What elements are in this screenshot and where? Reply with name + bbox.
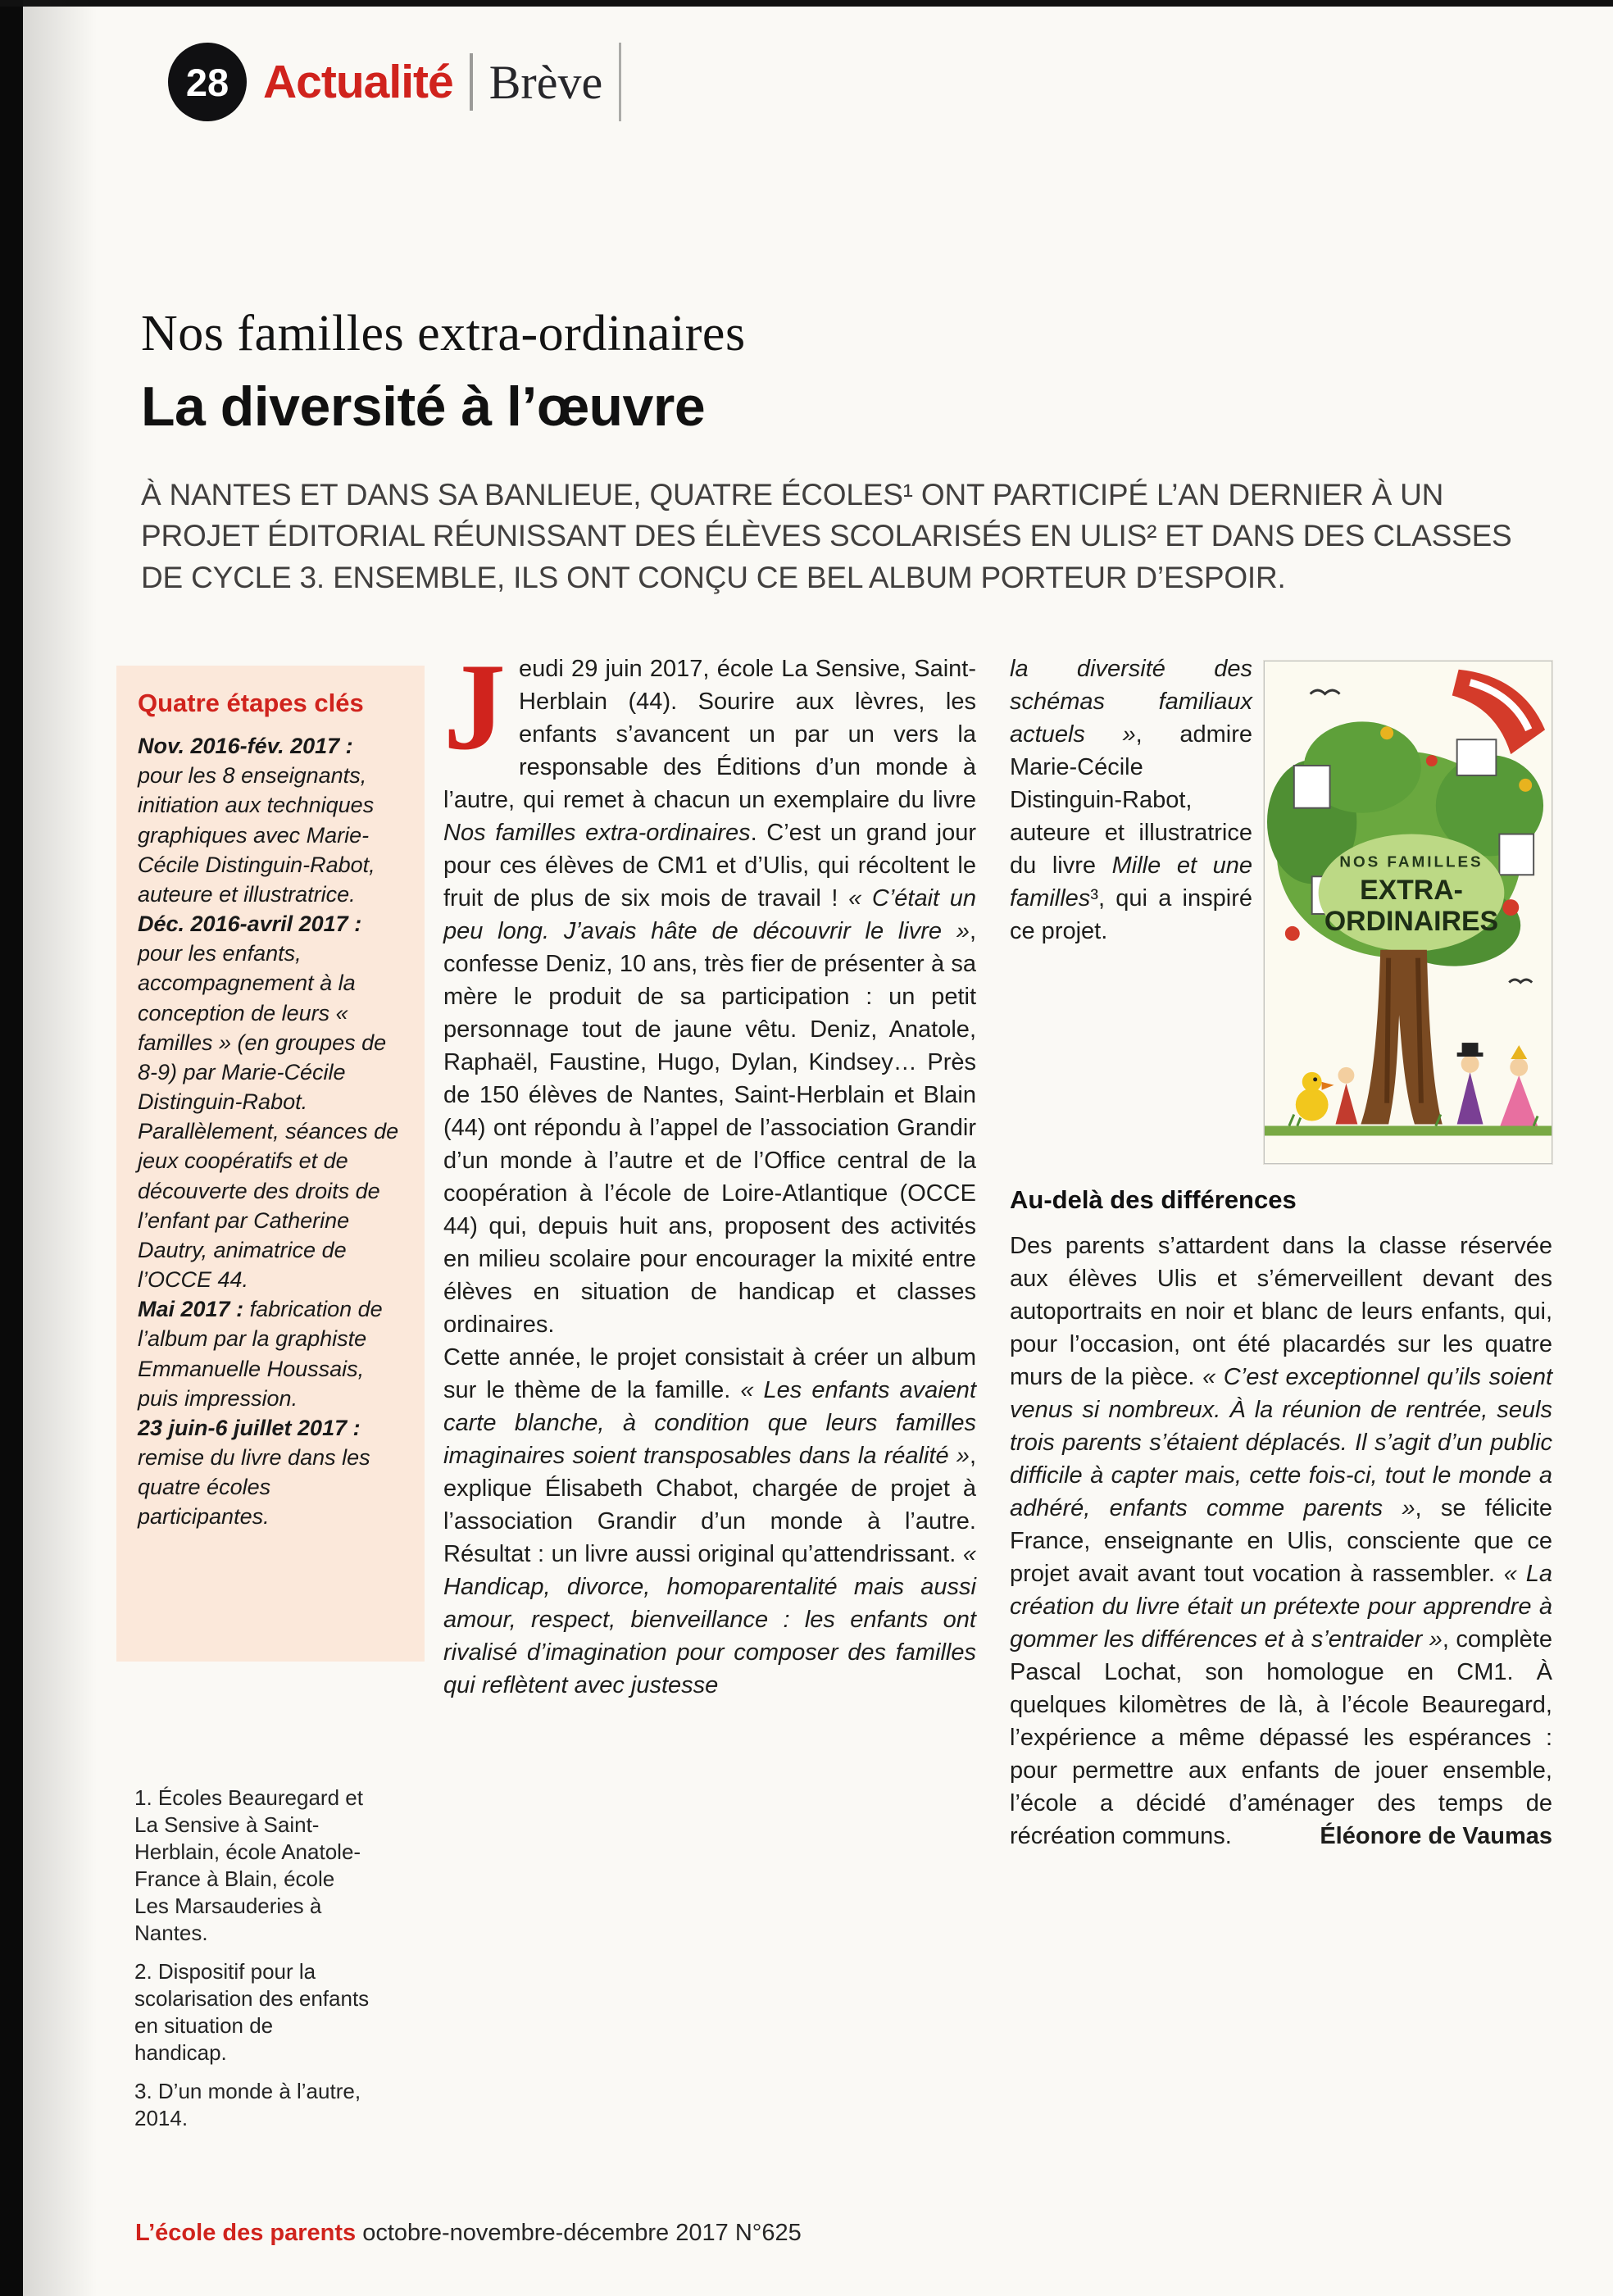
standfirst: À NANTES ET DANS SA BANLIEUE, QUATRE ÉCOLES¹ ONT PARTICIPÉ L’AN DERNIER À UN PROJET ÉDITORIAL RÉUNISSANT DES ÉLÈVES SCOLARISÉS EN ULIS² ET DANS DES CLASSES DE CYCLE 3. ENSEMBLE, ILS ONT CONÇU CE BEL ALBUM PORTEUR D’ESPOIR. bbox=[141, 478, 1512, 594]
magazine-name: L’école des parents bbox=[135, 2220, 357, 2246]
byline: Éléonore de Vaumas bbox=[1320, 1823, 1552, 1849]
book-title-line2: ORDINAIRES bbox=[1324, 905, 1499, 937]
sidebar-entry bbox=[138, 909, 403, 1294]
section-label: Actualité bbox=[263, 56, 453, 108]
sidebar-entry bbox=[138, 1413, 403, 1532]
drop-cap: J bbox=[443, 638, 506, 775]
page-number: 28 bbox=[185, 60, 229, 104]
paragraph-text: eudi 29 juin 2017, école La Sensive, Saint-Herblain (44). Sourire aux lèvres, les enfants s’avancent un par un vers la responsable des Éditions d’un monde à l’autre, qui remet à chacun un exemplaire du livre Nos familles extra-ordinaires. C’est un grand jour pour ces élèves de CM1 et d’Ulis, qui récoltent le fruit de plus de six mois de travail ! « C’était un peu long. J’avais hâte de découvrir le livre », confesse Deniz, 10 ans, très fier de présenter à sa mère le produit de sa participation : un petit personnage tout de jaune vêtu. Deniz, Anatole, Raphaël, Faustine, Hugo, Dylan, Kindsey… Près de 150 élèves de Nantes, Saint-Herblain et Blain (44) ont répondu à l’appel de l’association Grandir d’un monde à l’autre et de l’Office central de la coopération à l’école de Loire-Atlantique (OCCE 44) qui, depuis huit ans, proposent des activités en milieu scolaire pour encourager la mixité entre élèves en situation de handicap et classes ordinaires. bbox=[443, 656, 976, 1338]
scan-edge-top bbox=[0, 0, 1613, 7]
paragraph-text: Cette année, le projet consistait à créer un album sur le thème de la famille. « Les enfants avaient carte blanche, à condition que leurs familles imaginaires soient transposables dans la réalité », explique Élisabeth Chabot, chargée de projet à l’association Grandir d’un monde à l’autre. Résultat : un livre aussi original qu’attendrissant. « Handicap, divorce, homoparentalité mais aussi amour, respect, bienveillance : les enfants ont rivalisé d’imagination pour composer des familles qui reflètent avec justesse bbox=[443, 1344, 976, 1698]
sidebar-entry-text: fabrication de l’album par la graphiste Emmanuelle Houssais, puis impression. bbox=[138, 1297, 383, 1411]
book-title-line1: EXTRA- bbox=[1360, 875, 1463, 907]
page-header bbox=[168, 43, 621, 121]
sidebar-entry-text: pour les enfants, accompagnement à la conception de leurs « familles » (en groupes de 8-9) par Marie-Cécile Distinguin-Rabot. Parallèlement, séances de jeux coopératifs et de découverte des droits de l’enfant par Catherine Dautry, animatrice de l’OCCE 44. bbox=[138, 941, 399, 1293]
scan-shadow bbox=[23, 0, 97, 2296]
article-paragraph bbox=[443, 638, 976, 1341]
middle-column bbox=[443, 638, 976, 1702]
book-cover bbox=[1264, 661, 1552, 1164]
footnote: 1. Écoles Beauregard et La Sensive à Saint-Herblain, école Anatole-France à Blain, école Les Marsauderies à Nantes. bbox=[134, 1785, 363, 1946]
header-divider-end bbox=[619, 43, 621, 121]
headline-block bbox=[141, 305, 1567, 598]
sidebar-entry-date: 23 juin-6 juillet 2017 : bbox=[138, 1415, 361, 1440]
footnote: 2. Dispositif pour la scolarisation des enfants en situation de handicap. bbox=[134, 1959, 370, 2066]
sidebar-entry-date: Nov. 2016-fév. 2017 : bbox=[138, 734, 353, 758]
book-title-small: NOS FAMILLES bbox=[1339, 853, 1484, 871]
article-kicker: Nos familles extra-ordinaires bbox=[141, 306, 746, 361]
book-cover-illustration bbox=[1265, 662, 1552, 1163]
sidebar-box bbox=[116, 666, 425, 1662]
sidebar-entry-date: Déc. 2016-avril 2017 : bbox=[138, 912, 362, 937]
sidebar-entry-date: Mai 2017 : bbox=[138, 1297, 244, 1322]
paragraph-text: Des parents s’attardent dans la classe réservée aux élèves Ulis et s’émerveillent devant des autoportraits en noir et blanc de leurs enfants, qui, pour l’occasion, ont été placardés sur les quatre murs de la pièce. « C’est exceptionnel qu’ils soient venus si nombreux. À la réunion de rentrée, seuls trois parents s’étaient déplacés. Il s’agit d’un public difficile à capter mais, cette fois-ci, tout le monde a adhéré, enfants comme parents », se félicite France, enseignante en Ulis, consciente que ce projet avait avant tout vocation à rassembler. « La création du livre était un prétexte pour apprendre à gommer les différences et à s’entraider », complète Pascal Lochat, son homologue en CM1. À quelques kilomètres de là, à l’école Beauregard, l’expérience a même dépassé les espérances : pour permettre aux enfants de jouer ensemble, l’école a décidé d’aménager des temps de récréation communs. bbox=[1010, 1233, 1552, 1849]
sidebar-title: Quatre étapes clés bbox=[138, 689, 364, 717]
section-heading: Au-delà des différences bbox=[1010, 1185, 1297, 1214]
sidebar-entry-text: remise du livre dans les quatre écoles participantes. bbox=[138, 1445, 370, 1530]
page-number-badge bbox=[168, 43, 247, 121]
paragraph-text: la diversité des schémas familiaux actuels », admire Marie-Cécile Distinguin-Rabot, auteure et illustratrice du livre Mille et une familles³, qui a inspiré ce projet. bbox=[1010, 656, 1252, 944]
right-column bbox=[1010, 652, 1552, 1853]
sidebar-entry bbox=[138, 731, 403, 909]
left-column bbox=[116, 666, 425, 2144]
sidebar-entry bbox=[138, 1294, 403, 1413]
page-footer bbox=[135, 2220, 802, 2247]
sidebar-entry-text: pour les 8 enseignants, initiation aux techniques graphiques avec Marie-Cécile Distinguin-Rabot, auteure et illustratrice. bbox=[138, 763, 375, 907]
article-paragraph bbox=[443, 1341, 976, 1702]
footnote: 3. D’un monde à l’autre, 2014. bbox=[134, 2079, 361, 2131]
rubric-label: Brève bbox=[488, 55, 603, 109]
issue-info: octobre-novembre-décembre 2017 N°625 bbox=[356, 2220, 802, 2246]
article-title: La diversité à l’œuvre bbox=[141, 375, 706, 438]
article-paragraph bbox=[1010, 1230, 1552, 1853]
footnotes bbox=[116, 1785, 370, 2132]
scan-edge-left bbox=[0, 0, 23, 2296]
header-divider bbox=[470, 53, 473, 111]
